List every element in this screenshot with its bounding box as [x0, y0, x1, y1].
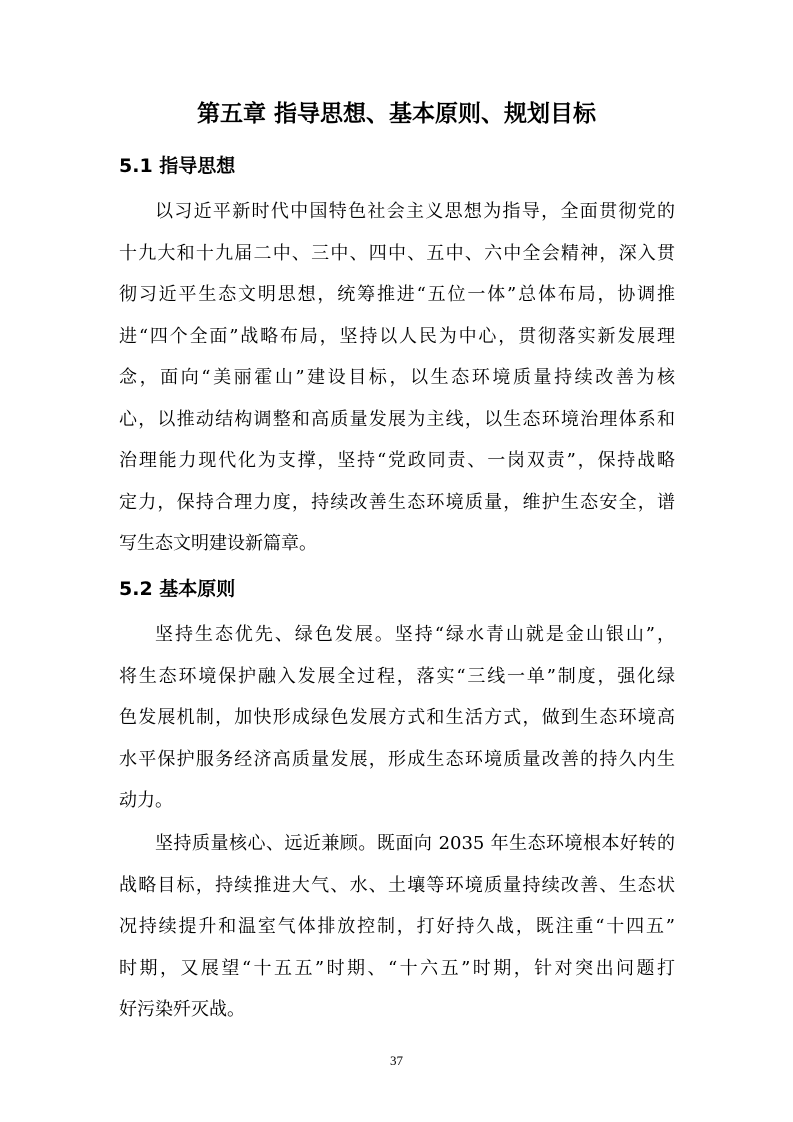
paragraph-line: 定力，保持合理力度，持续改善生态环境质量，维护生态安全，谱 [119, 491, 675, 513]
paragraph-line: 彻习近平生态文明思想，统筹推进“五位一体”总体布局，协调推 [119, 284, 675, 305]
paragraph-line: 战略目标，持续推进大气、水、土壤等环境质量持续改善、生态状 [119, 874, 675, 896]
paragraph-line: 况持续提升和温室气体排放控制，打好持久战，既注重“十四五” [119, 916, 675, 937]
paragraph-line: 以习近平新时代中国特色社会主义思想为指导，全面贯彻党的 [155, 201, 675, 222]
paragraph-line: 治理能力现代化为支撑，坚持“党政同责、一岗双责”，保持战略 [119, 450, 675, 471]
section-heading-5-2: 5.2 基本原则 [119, 578, 236, 600]
paragraph-green-development [119, 614, 675, 822]
paragraph-line: 时期，又展望“十五五”时期、“十六五”时期，针对突出问题打 [119, 957, 675, 979]
paragraph-line: 动力。 [119, 790, 173, 811]
paragraph-line: 好污染歼灭战。 [119, 999, 245, 1020]
chapter-title: 第五章 指导思想、基本原则、规划目标 [196, 101, 596, 127]
paragraph-line: 水平保护服务经济高质量发展，形成生态环境质量改善的持久内生 [119, 748, 675, 770]
page-number: 37 [390, 1053, 403, 1068]
paragraph-quality-core [119, 823, 675, 1031]
paragraph-line: 坚持质量核心、远近兼顾。既面向 2035 年生态环境根本好转的 [155, 833, 675, 854]
paragraph-line: 进“四个全面”战略布局，坚持以人民为中心，贯彻落实新发展理 [119, 325, 675, 347]
paragraph-line: 念，面向“美丽霍山”建设目标，以生态环境质量持续改善为核 [119, 367, 675, 388]
section-heading-5-1: 5.1 指导思想 [119, 155, 236, 177]
paragraph-line: 心，以推动结构调整和高质量发展为主线，以生态环境治理体系和 [119, 408, 675, 430]
paragraph-line: 将生态环境保护融入发展全过程，落实“三线一单”制度，强化绿 [119, 665, 675, 687]
paragraph-line: 色发展机制，加快形成绿色发展方式和生活方式，做到生态环境高 [119, 707, 675, 728]
paragraph-line: 坚持生态优先、绿色发展。坚持“绿水青山就是金山银山”， [155, 624, 675, 645]
paragraph-line: 十九大和十九届二中、三中、四中、五中、六中全会精神，深入贯 [119, 242, 675, 264]
paragraph-line: 写生态文明建设新篇章。 [119, 533, 317, 554]
paragraph-guiding-ideology [119, 191, 675, 565]
